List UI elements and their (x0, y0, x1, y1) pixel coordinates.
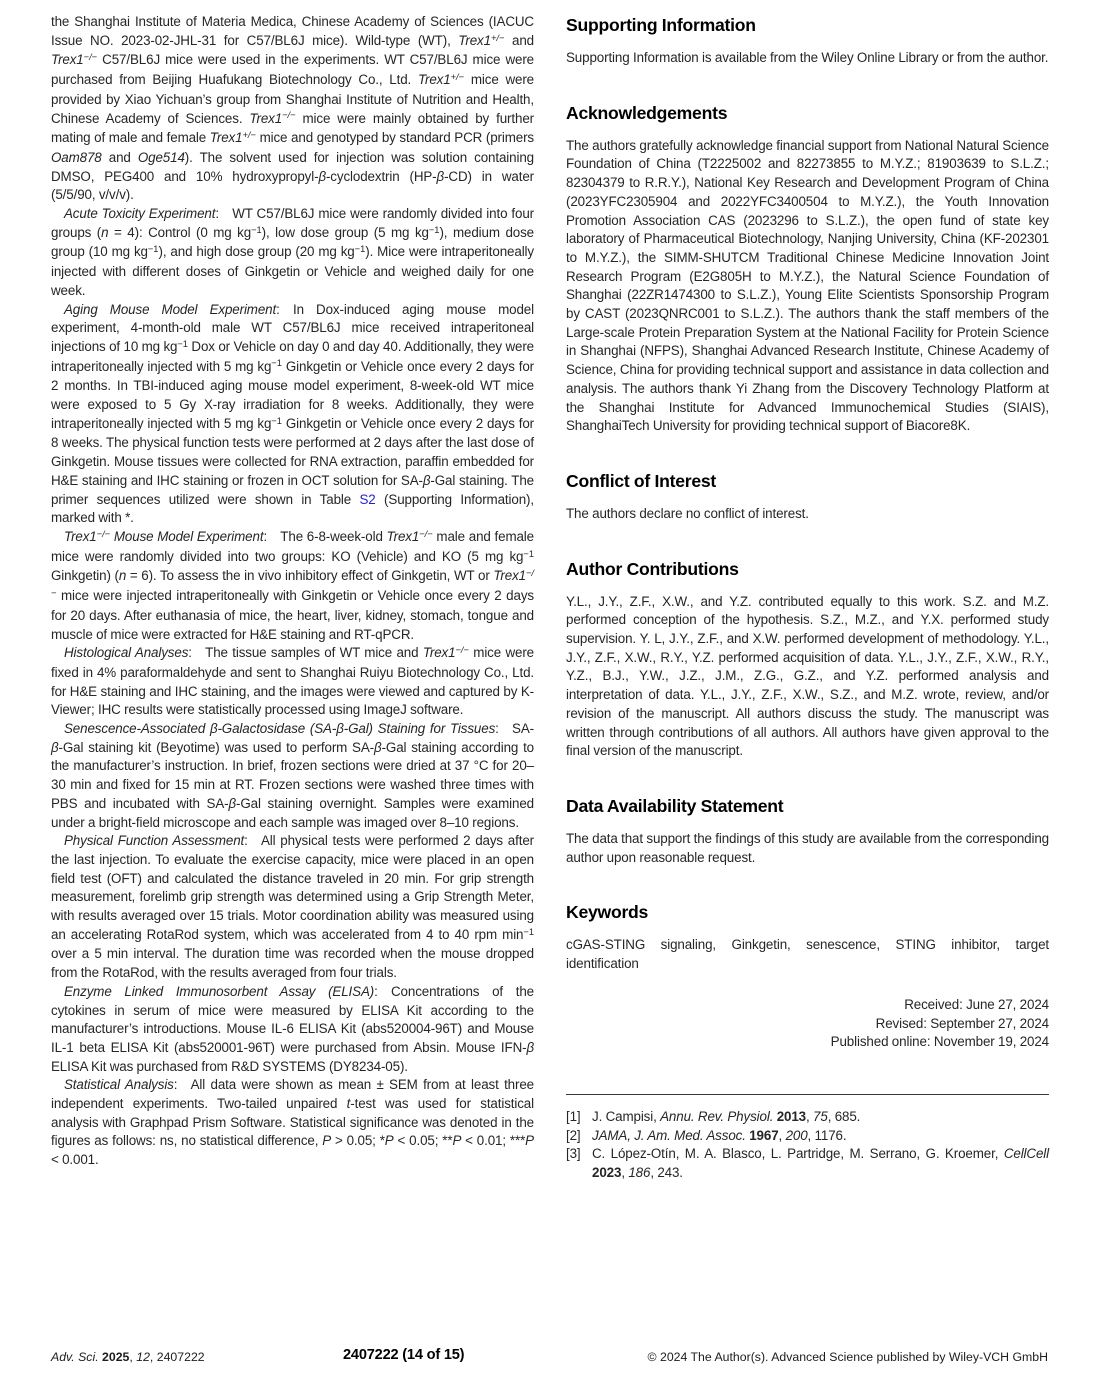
text-segment: −1 (354, 244, 366, 255)
data-availability-statement-paragraph: The data that support the findings of this study are available from the corresponding author upon reasonable request. (566, 830, 1049, 865)
conflict-of-interest-paragraph: The authors declare no conflict of interest. (566, 505, 809, 521)
text-segment: 75 (813, 1108, 828, 1124)
text-segment: Trex1 (458, 32, 491, 48)
text-segment: Trex1 (64, 528, 97, 544)
text-segment: −1 (523, 926, 534, 937)
footer-page-number: 2407222 (14 of 15) (343, 1347, 465, 1363)
text-segment: −1 (147, 244, 159, 255)
text-segment: Trex1 (493, 568, 526, 584)
text-segment: P (384, 1133, 394, 1149)
text-segment: Enzyme Linked Immunosorbent Assay (ELISA) (64, 983, 375, 999)
methods-paragraph: Histological Analyses: The tissue samples of WT mice and Trex1−/− mice were fixed in 4% paraformaldehyde and sent to Shanghai Ruiyu Biotechnology Co., Ltd. for H&E staining and IHC staining, and the images were viewed and captured by K-Viewer; IHC results were statistically processed using ImageJ software. (51, 645, 534, 718)
text-segment: 2023 (592, 1165, 622, 1181)
text-segment: P (452, 1133, 462, 1149)
methods-paragraph: Physical Function Assessment: All physical tests were performed 2 days after the last injection. To evaluate the exercise capacity, mice were placed in an open field test (OFT) and calculated the distance traveled in 20 min. For grip strength measurement, forelimb grip strength was determined using a Grip Strength Meter, with results averaged over 15 trials. Motor coordination ability was measured using an accelerating RotaRod system, which was accelerated from 4 to 40 rpm $\min^{-1}$ over a 5 min interval. The duration time was recorded when the mouse dropped from the RotaRod, with the results averaged from four trials. (51, 833, 534, 981)
section-heading-keywords: Keywords (566, 902, 649, 923)
methods-paragraph: Trex1−/− Mouse Model Experiment: The 6-8-week-old Trex1−/− male and female mice were randomly divided into two groups: KO (Vehicle) and KO (5 mg $kg^{-1}$ Ginkgetin) (n = 6). To assess the in vivo inhibitory effect of Ginkgetin, WT or Trex1−/− mice were injected intraperitoneally with Ginkgetin or Vehicle once every 2 days for 20 days. After euthanasia of mice, the heart, liver, kidney, stomach, tongue and muscle of mice were extracted for H&E staining and RT-qPCR. (51, 528, 534, 642)
text-segment: β (228, 795, 237, 811)
text-segment: P (525, 1133, 534, 1149)
text-segment: −1 (251, 224, 262, 235)
methods-paragraph: the Shanghai Institute of Materia Medica, Chinese Academy of Sciences (IACUC Issue NO. 2023-02-JHL-31 for C57/BL6J mice). Wild-type (WT), Trex1+/− and Trex1−/− C57/BL6J mice were used in the experiments. WT C57/BL6J mice were purchased from Beijing Huafukang Biotechnology Co., Ltd. Trex1+/− mice were provided by Xiao Yichuan’s group from Shanghai Institute of Nutrition and Health, Chinese Academy of Sciences. Trex1−/− mice were mainly obtained by further mating of male and female Trex1+/− mice and genotyped by standard PCR (primers Oam878 and Oge514). The solvent used for injection was solution containing DMSO, PEG400 and 10% hydroxypropyl-β-cyclodextrin (HP-β-CD) in water (5/5/90, v/v/v). (51, 14, 535, 203)
supporting-information-paragraph: Supporting Information is available from the Wiley Online Library or from the author. (566, 50, 1049, 65)
text-segment: Aging Mouse Model Experiment (64, 301, 277, 317)
reference-text: J. Campisi, Annu. Rev. Physiol. 2013, 75, 685. (592, 1108, 861, 1124)
reference-item (566, 1108, 1049, 1127)
text-segment: Trex1 (417, 72, 451, 88)
keywords-paragraph: cGAS-STING signaling, Ginkgetin, senescence, STING inhibitor, target identification (566, 937, 1049, 972)
text-segment: β (422, 472, 431, 488)
right-column-backmatter (566, 13, 1049, 1183)
text-segment: Trex1 (209, 130, 243, 146)
text-segment: −/− (51, 568, 534, 598)
text-segment: 2025 (102, 1350, 130, 1364)
text-segment: Physical Function Assessment (64, 833, 245, 849)
acknowledgements-paragraph: The authors gratefully acknowledge financial support from National Natural Science Foundation of China (T2225002 and 82273855 to M.Y.Z.; 81903639 to S.L.Z.; 82304379 to R.R.Y.), National Key Research and Development Program of China (2023YFC2305904 and 2022YFC3400504 to M.Y.Z.), the Youth Innovation Promotion Association CAS (2023296 to S.L.Z.), the open fund of state key laboratory of Pharmaceutical Biotechnology, Nanjing University, China (KF-202301 to M.Y.Z.), the SIMM-SHUTCM Traditional Chinese Medicine Innovation Joint Research Program (E2G805H to M.Y.Z.), the Natural Science Foundation of Shanghai (22ZR1474300 to S.L.Z.), Young Elite Scientists Sponsorship Program by CAST (2023QNRC001 to S.L.Z.). The authors thank the staff members of the Large-scale Protein Preparation System at the National Facility for Protein Science in Shanghai (NFPS), Shanghai Advanced Research Institute, Chinese Academy of Science, China for providing technical support and assistance in data collection and analysis. The authors thank Yi Zhang from the Discovery Technology Platform at the Shanghai Institute for Advanced Immunochemical Studies (SIAIS), ShanghaiTech University for providing technical support of Biacore8K. (566, 137, 1049, 434)
table-s2-link[interactable]: S2 (359, 491, 376, 507)
text-segment: −/− (282, 110, 296, 121)
text-segment: +/− (450, 71, 465, 82)
date-line: Received: June 27, 2024 (904, 996, 1049, 1012)
text-segment: Trex1 (249, 110, 283, 126)
text-segment: 12 (136, 1350, 150, 1364)
text-segment: n (118, 568, 127, 584)
text-segment: −1 (271, 415, 282, 426)
methods-paragraph: Acute Toxicity Experiment: WT C57/BL6J mice were randomly divided into four groups (n = 4): Control (0 mg $kg^{-1}$), low dose group (5 mg $kg^{-1}$), medium dose group (10 mg $kg^{-1}$), and high dose group (20 mg $kg^{-1}$). Mice were intraperitoneally injected with different doses of Ginkgetin or Vehicle and weighed daily for one week. (51, 206, 534, 298)
left-column-methods (51, 13, 534, 1170)
author-contributions-paragraph: Y.L., J.Y., Z.F., X.W., and Y.Z. contributed equally to this work. S.Z. and M.Z. performed conception of the hypothesis. S.Z., M.Z., and Y.X. performed study supervision. Y. L, J.Y., Z.F., and X.W. performed development of methodology. Y.L., J.Y., Z.F., X.W., R.Y., Y.Z. performed acquisition of data. Y.L., J.Y., Z.F., X.W., R.Y., Y.Z., B.J., Y.W., J.Z., J.M., Z.G., G.Z., and Y.Z. performed analysis and interpretation of data. Y.L., J.Y., Z.F., X.W., S.Z., and M.Z. wrote, review, and/or revision of the manuscript. All authors discuss the study. The manuscript was written through contributions of all authors. All authors have given approval to the final version of the manuscript. (566, 593, 1049, 759)
text-segment: Oge514 (137, 149, 185, 165)
text-segment: Trex1 (386, 528, 420, 544)
text-segment: Annu. Rev. Physiol. (660, 1108, 774, 1124)
text-segment: −/− (96, 528, 111, 539)
text-segment: −/− (455, 645, 469, 656)
section-heading-acknowledgements: Acknowledgements (566, 102, 728, 123)
methods-paragraph: Enzyme Linked Immunosorbent Assay (ELISA): Concentrations of the cytokines in serum of mice were measured by ELISA Kit according to the manufacturer’s introductions. Mouse IL-6 ELISA Kit (abs520004-96T) and Mouse IL-1 beta ELISA Kit (abs520001-96T) were purchased from Absin. Mouse IFN-β ELISA Kit was purchased from R&D SYSTEMS (DY8234-05). (51, 983, 534, 1074)
section-heading-supporting-information: Supporting Information (566, 15, 756, 35)
references-divider (566, 1094, 1049, 1095)
reference-number: [3] (566, 1146, 581, 1162)
date-line: Revised: September 27, 2024 (875, 1015, 1049, 1031)
text-segment: Trex1 (422, 645, 456, 661)
reference-number: [1] (566, 1108, 581, 1124)
text-segment: β (374, 739, 382, 755)
page-footer (0, 1346, 1100, 1370)
footer-copyright: © 2024 The Author(s). Advanced Science published by Wiley-VCH GmbH (647, 1350, 1048, 1364)
article-history-dates (566, 996, 1049, 1052)
text-segment: −/− (83, 52, 98, 63)
text-segment: t (346, 1096, 351, 1112)
reference-item (566, 1145, 1049, 1182)
section-heading-conflict-of-interest: Conflict of Interest (566, 470, 717, 491)
text-segment: P (322, 1133, 332, 1149)
methods-paragraph: Statistical Analysis: All data were shown as mean ± SEM from at least three independent experiments. Two-tailed unpaired t-test was used for statistical analysis with Graphpad Prism Software. Statistical significance was denoted in the figures as follows: ns, no statistical difference, P > 0.05; *P < 0.05; **P < 0.01; ***P < 0.001. (51, 1077, 534, 1168)
text-segment: +/− (242, 130, 256, 141)
text-segment: 200 (785, 1127, 808, 1143)
text-segment: 1967 (749, 1127, 779, 1143)
text-segment: +/− (490, 32, 505, 43)
date-line: Published online: November 19, 2024 (830, 1034, 1049, 1050)
section-heading-data-availability-statement: Data Availability Statement (566, 795, 784, 816)
text-segment: −1 (177, 338, 188, 349)
text-segment: n (101, 224, 109, 240)
text-segment: Trex1 (51, 52, 84, 68)
text-segment: β (526, 1039, 534, 1055)
text-segment: β (51, 739, 59, 755)
text-segment: Mouse Model Experiment (110, 528, 264, 544)
text-segment: −1 (523, 548, 534, 559)
text-segment: β (436, 168, 445, 184)
reference-text: C. López-Otín, M. A. Blasco, L. Partridge, M. Serrano, G. Kroemer, CellCell 2023, 186, 243. (592, 1146, 1049, 1181)
text-segment: 186 (628, 1165, 651, 1181)
reference-number: [2] (566, 1127, 581, 1143)
text-segment: Histological Analyses (64, 645, 189, 661)
reference-item (566, 1127, 1049, 1146)
text-segment: −1 (271, 358, 282, 369)
text-segment: Oam878 (51, 149, 102, 165)
text-segment: Adv. Sci. (51, 1350, 99, 1364)
text-segment: Senescence-Associated β-Galactosidase (SA-β-Gal) Staining for Tissues (64, 721, 496, 737)
text-segment: −/− (419, 528, 433, 539)
text-segment: Acute Toxicity Experiment (64, 206, 216, 222)
text-segment: Statistical Analysis (64, 1077, 174, 1093)
text-segment: CellCell (1003, 1146, 1049, 1162)
text-segment: −1 (428, 224, 440, 235)
methods-paragraph: Aging Mouse Model Experiment: In Dox-induced aging mouse model experiment, 4-month-old male WT C57/BL6J mice received intraperitoneal injections of 10 mg $kg^{-1}$ Dox or Vehicle on day 0 and day 40. Additionally, they were intraperitoneally injected with 5 mg $kg^{-1}$ Ginkgetin or Vehicle once every 2 days for 2 months. In TBI-induced aging mouse model experiment, 8-week-old WT mice were exposed to 5 Gy X-ray irradiation for 8 weeks. Additionally, they were intraperitoneally injected with 5 mg $kg^{-1}$ Ginkgetin or Vehicle once every 2 days for 8 weeks. The physical function tests were performed at 2 days after the last dose of Ginkgetin. Mouse tissues were collected for RNA extraction, paraffin embedded for H&E staining and IHC staining or frozen in OCT solution for SA-β-Gal staining. The primer sequences utilized were shown in Table S2 (Supporting Information), marked with *. (51, 301, 534, 526)
section-heading-author-contributions: Author Contributions (566, 558, 739, 579)
footer-journal-citation: Adv. Sci. 2025, 12, 2407222 (51, 1350, 205, 1364)
text-segment: JAMA, J. Am. Med. Assoc. (592, 1127, 746, 1143)
methods-paragraph: Senescence-Associated β-Galactosidase (SA-β-Gal) Staining for Tissues: SA-β-Gal staining kit (Beyotime) was used to perform SA-β-Gal staining according to the manufacturer’s instruction. In brief, frozen sections were dried at 37 °C for 20–30 min and fixed for 15 min at RT. Frozen sections were washed three times with PBS and incubated with SA-β-Gal staining overnight. Samples were examined under a bright-field microscope and each sample was imaged over 8–10 regions. (51, 721, 535, 830)
reference-text: JAMA, J. Am. Med. Assoc. 1967, 200, 1176. (592, 1127, 847, 1143)
text-segment: β (318, 168, 326, 184)
text-segment: 2013 (776, 1108, 807, 1124)
